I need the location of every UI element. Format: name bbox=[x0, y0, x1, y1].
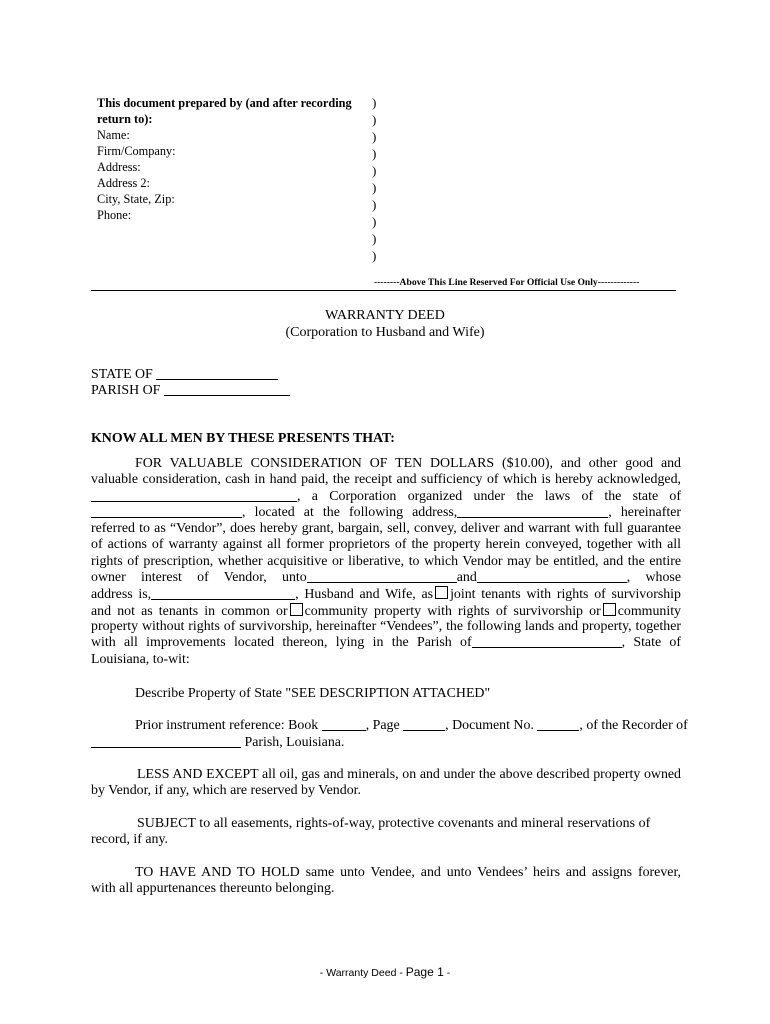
book-blank[interactable] bbox=[322, 730, 366, 731]
joint-tenants-checkbox[interactable] bbox=[435, 586, 448, 599]
p1-line bbox=[91, 505, 681, 521]
conveyance-paragraph bbox=[91, 456, 681, 668]
p1-line bbox=[91, 635, 681, 651]
prepared-by-line-1: This document prepared by (and after recording bbox=[97, 96, 352, 110]
state-blank[interactable] bbox=[156, 379, 278, 380]
field-label-firm: Firm/Company: bbox=[97, 144, 176, 158]
community-without-survivorship-checkbox[interactable] bbox=[603, 603, 616, 616]
document-subtitle: (Corporation to Husband and Wife) bbox=[285, 325, 485, 340]
p1-text: , Husband and Wife, as bbox=[295, 587, 434, 603]
p1-line: FOR VALUABLE CONSIDERATION OF TEN DOLLARS ($10.00), and other good and bbox=[135, 456, 681, 471]
state-of-label: STATE OF bbox=[91, 367, 153, 382]
page-blank[interactable] bbox=[403, 730, 445, 731]
p1-text: community property with rights of survivorship or bbox=[304, 603, 601, 619]
footer-label: - Warranty Deed - bbox=[319, 967, 403, 979]
paren: ) bbox=[372, 146, 377, 161]
field-label-phone: Phone: bbox=[97, 208, 132, 222]
p1-line: valuable consideration, cash in hand paid, the receipt and sufficiency of which is hereby acknowledged, bbox=[91, 472, 681, 488]
p1-text: , State of bbox=[621, 635, 681, 651]
subject-line: record, if any. bbox=[91, 832, 169, 848]
paren: ) bbox=[372, 214, 377, 229]
habendum-line: TO HAVE AND TO HOLD same unto Vendee, and unto Vendees’ heirs and assigns forever, bbox=[135, 865, 681, 880]
paren: ) bbox=[372, 231, 377, 246]
prior-instrument-line-2 bbox=[91, 735, 344, 751]
p1-line: referred to as “Vendor”, does hereby grant, bargain, sell, convey, deliver and warrant with full guarantee bbox=[91, 521, 681, 537]
field-label-name: Name: bbox=[97, 128, 130, 142]
habendum-line: with all appurtenances thereunto belonging. bbox=[91, 881, 335, 897]
property-description: Describe Property of State "SEE DESCRIPTION ATTACHED" bbox=[135, 686, 491, 701]
parish-blank[interactable] bbox=[164, 395, 290, 396]
prior-text: , of the Recorder of bbox=[579, 718, 688, 733]
state-of-line bbox=[91, 367, 278, 383]
p1-line: of actions of warranty against all former proprietors of the property herein conveyed, together with all bbox=[91, 537, 681, 553]
parish-of-line bbox=[91, 383, 290, 399]
paren: ) bbox=[372, 197, 377, 212]
subject-line: SUBJECT to all easements, rights-of-way, protective covenants and mineral reservations of bbox=[137, 816, 651, 831]
p1-text: community bbox=[617, 603, 681, 619]
separator-line bbox=[91, 290, 676, 291]
vendee-address-blank[interactable] bbox=[151, 599, 295, 600]
paren: ) bbox=[372, 248, 377, 263]
corporation-state-blank[interactable] bbox=[91, 517, 242, 518]
p1-text: owner interest of Vendor, unto bbox=[91, 570, 307, 586]
field-label-address-2: Address 2: bbox=[97, 176, 150, 190]
p1-text: , located at the following address, bbox=[242, 504, 458, 520]
habendum-paragraph bbox=[91, 865, 681, 898]
prior-text: Parish, Louisiana. bbox=[244, 735, 345, 750]
less-line: LESS AND EXCEPT all oil, gas and minerals, on and under the above described property owned bbox=[137, 767, 681, 782]
official-use-notice: --------Above This Line Reserved For Official Use Only------------- bbox=[374, 277, 640, 288]
less-line: by Vendor, if any, which are reserved by Vendor. bbox=[91, 783, 361, 799]
document-no-blank[interactable] bbox=[537, 730, 579, 731]
corporation-name-blank[interactable] bbox=[91, 501, 297, 502]
p1-text: and not as tenants in common or bbox=[91, 603, 288, 619]
p1-line bbox=[91, 603, 681, 619]
paren: ) bbox=[372, 180, 377, 195]
p1-line bbox=[91, 570, 681, 586]
recorder-parish-blank[interactable] bbox=[91, 747, 241, 748]
field-label-address: Address: bbox=[97, 160, 141, 174]
p1-text: address is, bbox=[91, 587, 152, 603]
page-footer bbox=[0, 965, 770, 979]
know-all-men-heading: KNOW ALL MEN BY THESE PRESENTS THAT: bbox=[91, 431, 395, 446]
field-label-city-state-zip: City, State, Zip: bbox=[97, 192, 175, 206]
husband-name-blank[interactable] bbox=[307, 582, 457, 583]
corporation-address-blank[interactable] bbox=[457, 517, 608, 518]
subject-paragraph bbox=[91, 816, 681, 849]
less-and-except-paragraph bbox=[91, 767, 681, 800]
paren: ) bbox=[372, 163, 377, 178]
p1-line bbox=[91, 586, 681, 602]
parish-of-label: PARISH OF bbox=[91, 383, 161, 398]
paren: ) bbox=[372, 112, 377, 127]
footer-dash: - bbox=[446, 967, 451, 979]
p1-line: property without rights of survivorship, hereinafter “Vendees”, the following lands and property, together bbox=[91, 618, 681, 634]
p1-text: , a Corporation organized under the laws of the state of bbox=[297, 488, 681, 504]
p1-line bbox=[91, 489, 681, 505]
prepared-by-line-2: return to): bbox=[97, 112, 153, 126]
document-title: WARRANTY DEED bbox=[325, 308, 445, 323]
paren: ) bbox=[372, 95, 377, 110]
p1-text: with all improvements located thereon, lying in the Parish of bbox=[91, 635, 472, 651]
paren: ) bbox=[372, 129, 377, 144]
p1-text: , whose bbox=[626, 570, 681, 586]
community-with-survivorship-checkbox[interactable] bbox=[290, 603, 303, 616]
parish-name-blank[interactable] bbox=[472, 647, 622, 648]
p1-line: Louisiana, to-wit: bbox=[91, 651, 190, 667]
p1-text: joint tenants with rights of survivorship bbox=[450, 587, 681, 603]
p1-text: and bbox=[456, 570, 477, 586]
wife-name-blank[interactable] bbox=[477, 582, 627, 583]
p1-text: , hereinafter bbox=[608, 504, 681, 520]
prior-text: Prior instrument reference: Book bbox=[135, 718, 319, 733]
prior-text: , Document No. bbox=[445, 718, 534, 733]
page-number: Page 1 bbox=[405, 965, 444, 979]
prior-text: , Page bbox=[365, 718, 400, 733]
prior-instrument-line bbox=[135, 718, 688, 734]
p1-line: rights of prescription, whether acquisitive or liberative, to which Vendor may be entitled, and the entire bbox=[91, 553, 681, 569]
